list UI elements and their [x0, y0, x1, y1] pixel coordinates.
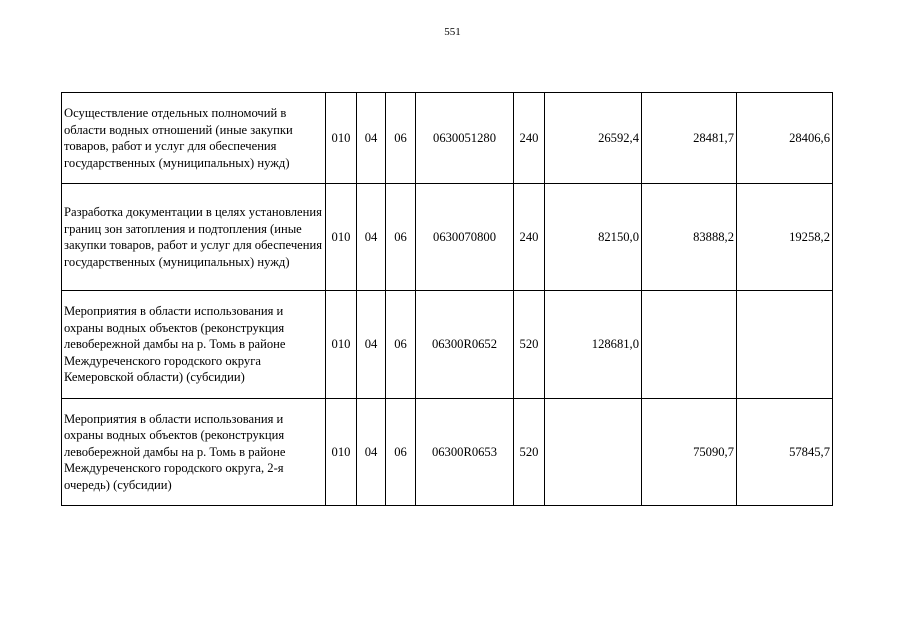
amount-cell-3: 57845,7	[737, 399, 833, 506]
amount-cell-2: 28481,7	[642, 93, 737, 184]
table-row	[62, 93, 833, 184]
amount-cell-3: 28406,6	[737, 93, 833, 184]
amount-cell-2: 75090,7	[642, 399, 737, 506]
target-article-code: 06300R0653	[416, 399, 514, 506]
amount-cell-1: 26592,4	[545, 93, 642, 184]
ministry-code: 010	[326, 93, 357, 184]
amount-cell-3: 19258,2	[737, 184, 833, 291]
ministry-code: 010	[326, 184, 357, 291]
page-number: 551	[444, 26, 461, 38]
expense-type-code: 240	[514, 93, 545, 184]
amount-cell-2: 83888,2	[642, 184, 737, 291]
budget-table	[61, 92, 833, 506]
row-description: Разработка документации в целях установления границ зон затопления и подтопления (иные закупки товаров, работ и услуг для обеспечения государственных (муниципальных) нужд)	[62, 184, 326, 291]
row-description: Мероприятия в области использования и охраны водных объектов (реконструкция левобережной дамбы на р. Томь в районе Междуреченского городского округа Кемеровской области) (субсидии)	[62, 291, 326, 399]
section-code: 04	[357, 184, 386, 291]
amount-cell-1	[545, 399, 642, 506]
expense-type-code: 520	[514, 291, 545, 399]
ministry-code: 010	[326, 399, 357, 506]
section-code: 04	[357, 93, 386, 184]
section-code: 04	[357, 399, 386, 506]
table-row	[62, 291, 833, 399]
target-article-code: 06300R0652	[416, 291, 514, 399]
ministry-code: 010	[326, 291, 357, 399]
table-row	[62, 184, 833, 291]
amount-cell-1: 128681,0	[545, 291, 642, 399]
subsection-code: 06	[386, 93, 416, 184]
amount-cell-1: 82150,0	[545, 184, 642, 291]
target-article-code: 0630070800	[416, 184, 514, 291]
row-description: Осуществление отдельных полномочий в области водных отношений (иные закупки товаров, работ и услуг для обеспечения государственных (муниципальных) нужд)	[62, 93, 326, 184]
target-article-code: 0630051280	[416, 93, 514, 184]
table-row	[62, 399, 833, 506]
expense-type-code: 520	[514, 399, 545, 506]
expense-type-code: 240	[514, 184, 545, 291]
subsection-code: 06	[386, 184, 416, 291]
amount-cell-2	[642, 291, 737, 399]
subsection-code: 06	[386, 291, 416, 399]
amount-cell-3	[737, 291, 833, 399]
section-code: 04	[357, 291, 386, 399]
row-description: Мероприятия в области использования и охраны водных объектов (реконструкция левобережной дамбы на р. Томь в районе Междуреченского городского округа, 2-я очередь) (субсидии)	[62, 399, 326, 506]
subsection-code: 06	[386, 399, 416, 506]
